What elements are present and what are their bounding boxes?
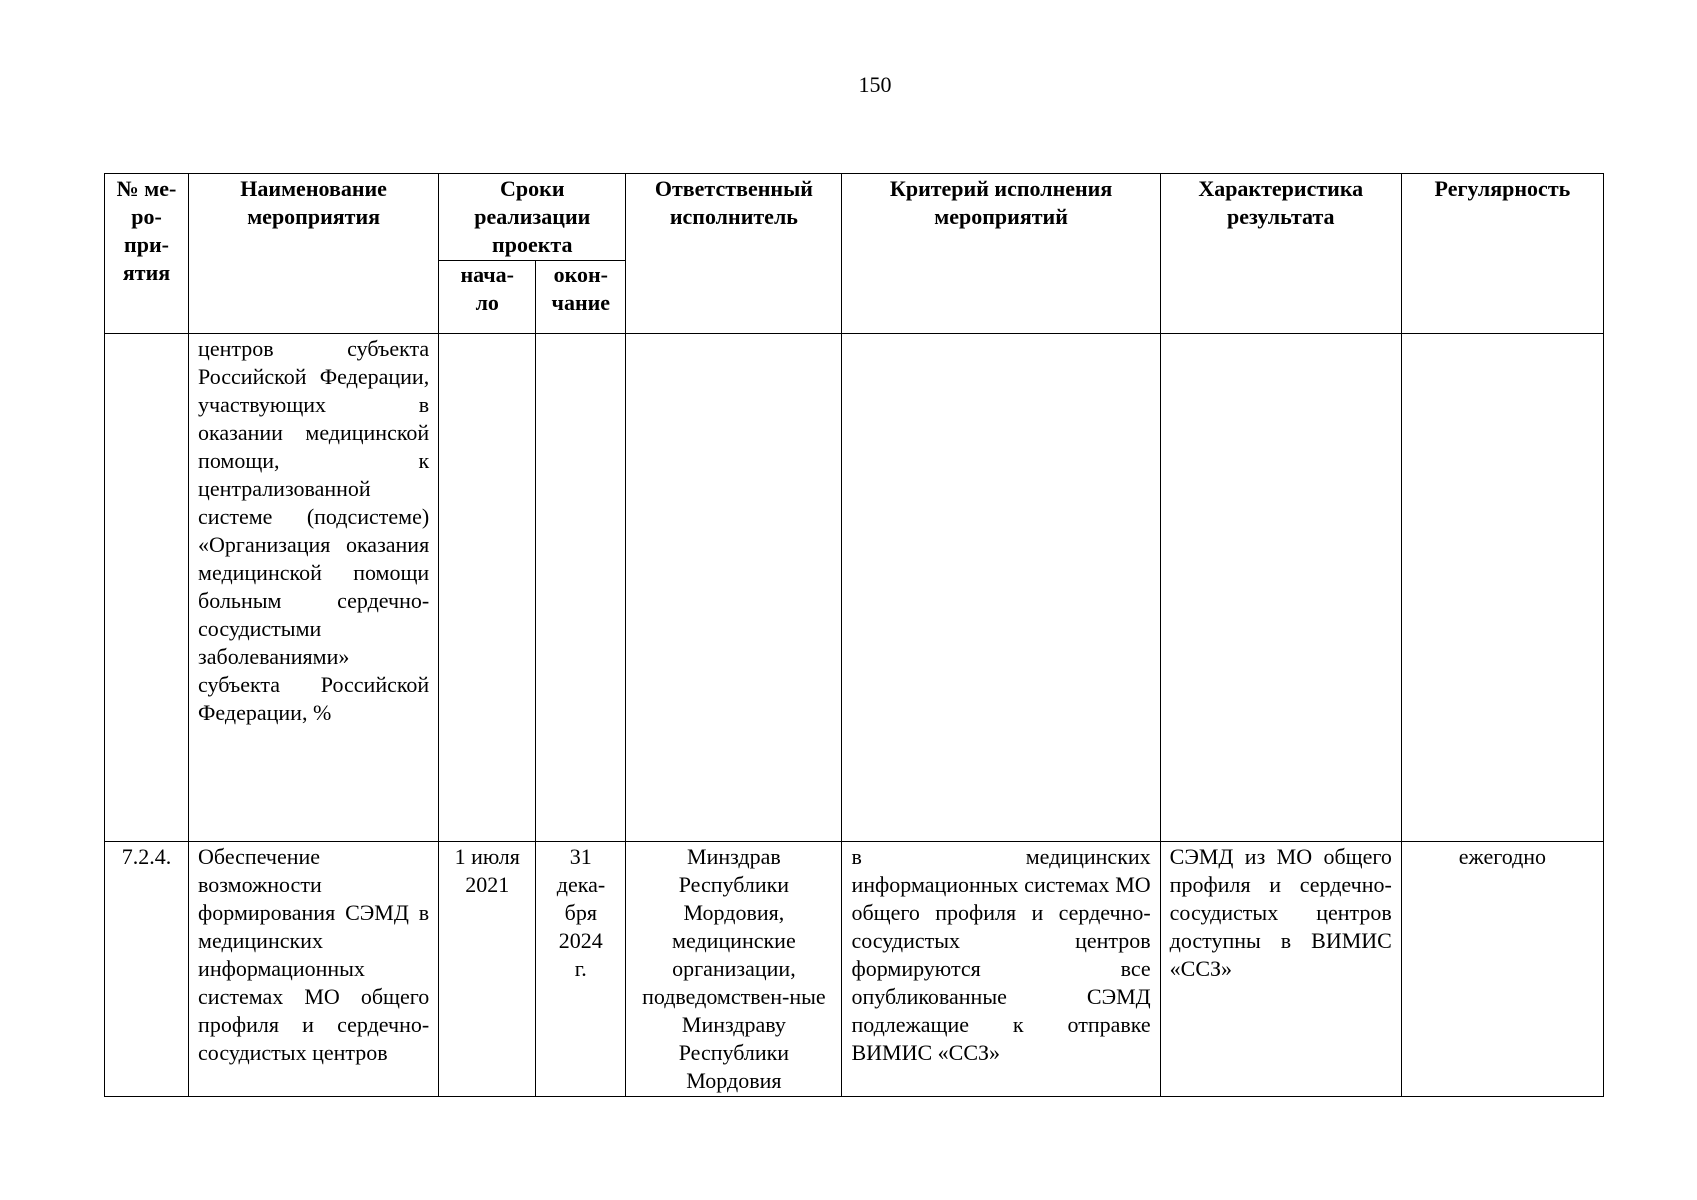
header-characteristic: Характеристика результата	[1160, 174, 1401, 334]
header-name: Наименование мероприятия	[189, 174, 439, 334]
row-number	[105, 334, 189, 842]
header-terms: Сроки реализации проекта	[439, 174, 626, 261]
header-start-text: нача-ло	[460, 262, 514, 315]
row-end	[536, 334, 626, 842]
row-name: центров субъекта Российской Федерации, участвующих в оказании медицинской помощи, к централизованной системе (подсистеме) «Организация оказания медицинской помощи больным сердечно-сосудистыми заболеваниями» субъекта Российской Федерации, %	[189, 334, 439, 842]
row-regularity: ежегодно	[1401, 842, 1603, 1097]
table-header-row	[105, 174, 1604, 261]
row-end	[536, 842, 626, 1097]
activities-table	[104, 173, 1604, 1097]
row-start-text: 1 июля 2021	[454, 844, 520, 897]
row-start	[439, 334, 536, 842]
row-name: Обеспечение возможности формирования СЭМД в медицинских информационных системах МО общего профиля и сердечно-сосудистых центров	[189, 842, 439, 1097]
row-characteristic	[1160, 334, 1401, 842]
row-characteristic: СЭМД из МО общего профиля и сердечно-сосудистых центров доступны в ВИМИС «ССЗ»	[1160, 842, 1401, 1097]
header-criterion: Критерий исполнения мероприятий	[842, 174, 1160, 334]
header-number	[105, 174, 189, 334]
row-regularity	[1401, 334, 1603, 842]
row-start	[439, 842, 536, 1097]
row-responsible	[626, 334, 842, 842]
header-regularity: Регулярность	[1401, 174, 1603, 334]
header-end-text: окон-чание	[551, 262, 611, 315]
header-number-text: № ме-ро-при-ятия	[116, 176, 177, 285]
header-end	[536, 261, 626, 334]
row-responsible: Минздрав Республики Мордовия, медицинские организации, подведомствен-ные Минздраву Республики Мордовия	[626, 842, 842, 1097]
row-number: 7.2.4.	[105, 842, 189, 1097]
row-criterion	[842, 334, 1160, 842]
row-end-text: 31 дека-бря 2024 г.	[556, 844, 606, 981]
table-row	[105, 842, 1604, 1097]
header-start	[439, 261, 536, 334]
header-responsible: Ответственный исполнитель	[626, 174, 842, 334]
table-row	[105, 334, 1604, 842]
page-number: 150	[858, 72, 892, 97]
row-criterion: в медицинских информационных системах МО общего профиля и сердечно-сосудистых центров формируются все опубликованные СЭМД подлежащие к отправке ВИМИС «ССЗ»	[842, 842, 1160, 1097]
